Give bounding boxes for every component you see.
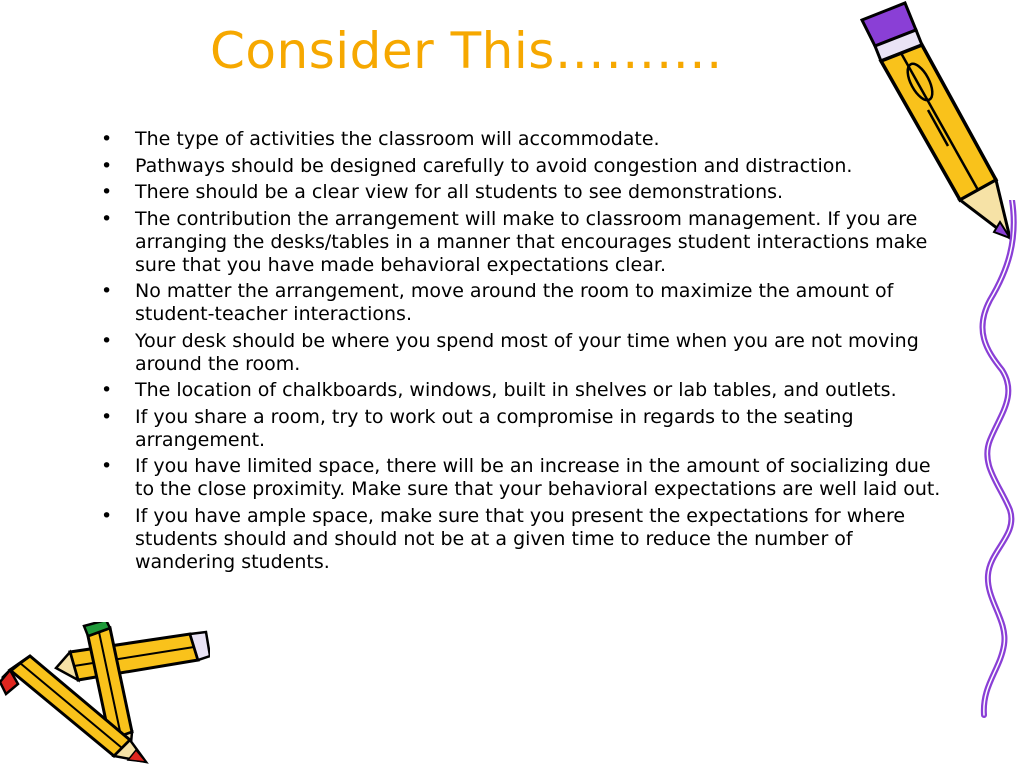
bullet-item: • The type of activities the classroom will accommodate. [98, 128, 948, 151]
bullet-item: • If you share a room, try to work out a compromise in regards to the seating arrangement. [98, 406, 948, 452]
bullet-item: • If you have limited space, there will be an increase in the amount of socializing due to the close proximity. Make sure that your behavioral expectations are well laid out. [98, 455, 948, 501]
squiggle-line-icon [960, 200, 1024, 730]
bullet-item: • The location of chalkboards, windows, built in shelves or lab tables, and outlets. [98, 379, 948, 402]
bullet-item: • The contribution the arrangement will make to classroom management. If you are arranging the desks/tables in a manner that encourages student interactions make sure that you have made behavioral expectations clear. [98, 208, 948, 277]
bullet-item: • Pathways should be designed carefully to avoid congestion and distraction. [98, 155, 948, 178]
bullet-item: • No matter the arrangement, move around the room to maximize the amount of student-teacher interactions. [98, 280, 948, 326]
slide-title: Consider This………. [210, 22, 723, 80]
bullet-item: • There should be a clear view for all students to see demonstrations. [98, 181, 948, 204]
bullet-item: • Your desk should be where you spend most of your time when you are not moving around the room. [98, 330, 948, 376]
bullet-list [98, 128, 948, 577]
bullet-item: • If you have ample space, make sure that you present the expectations for where students should and should not be at a given time to reduce the number of wandering students. [98, 505, 948, 574]
pencils-group-icon [0, 622, 210, 768]
